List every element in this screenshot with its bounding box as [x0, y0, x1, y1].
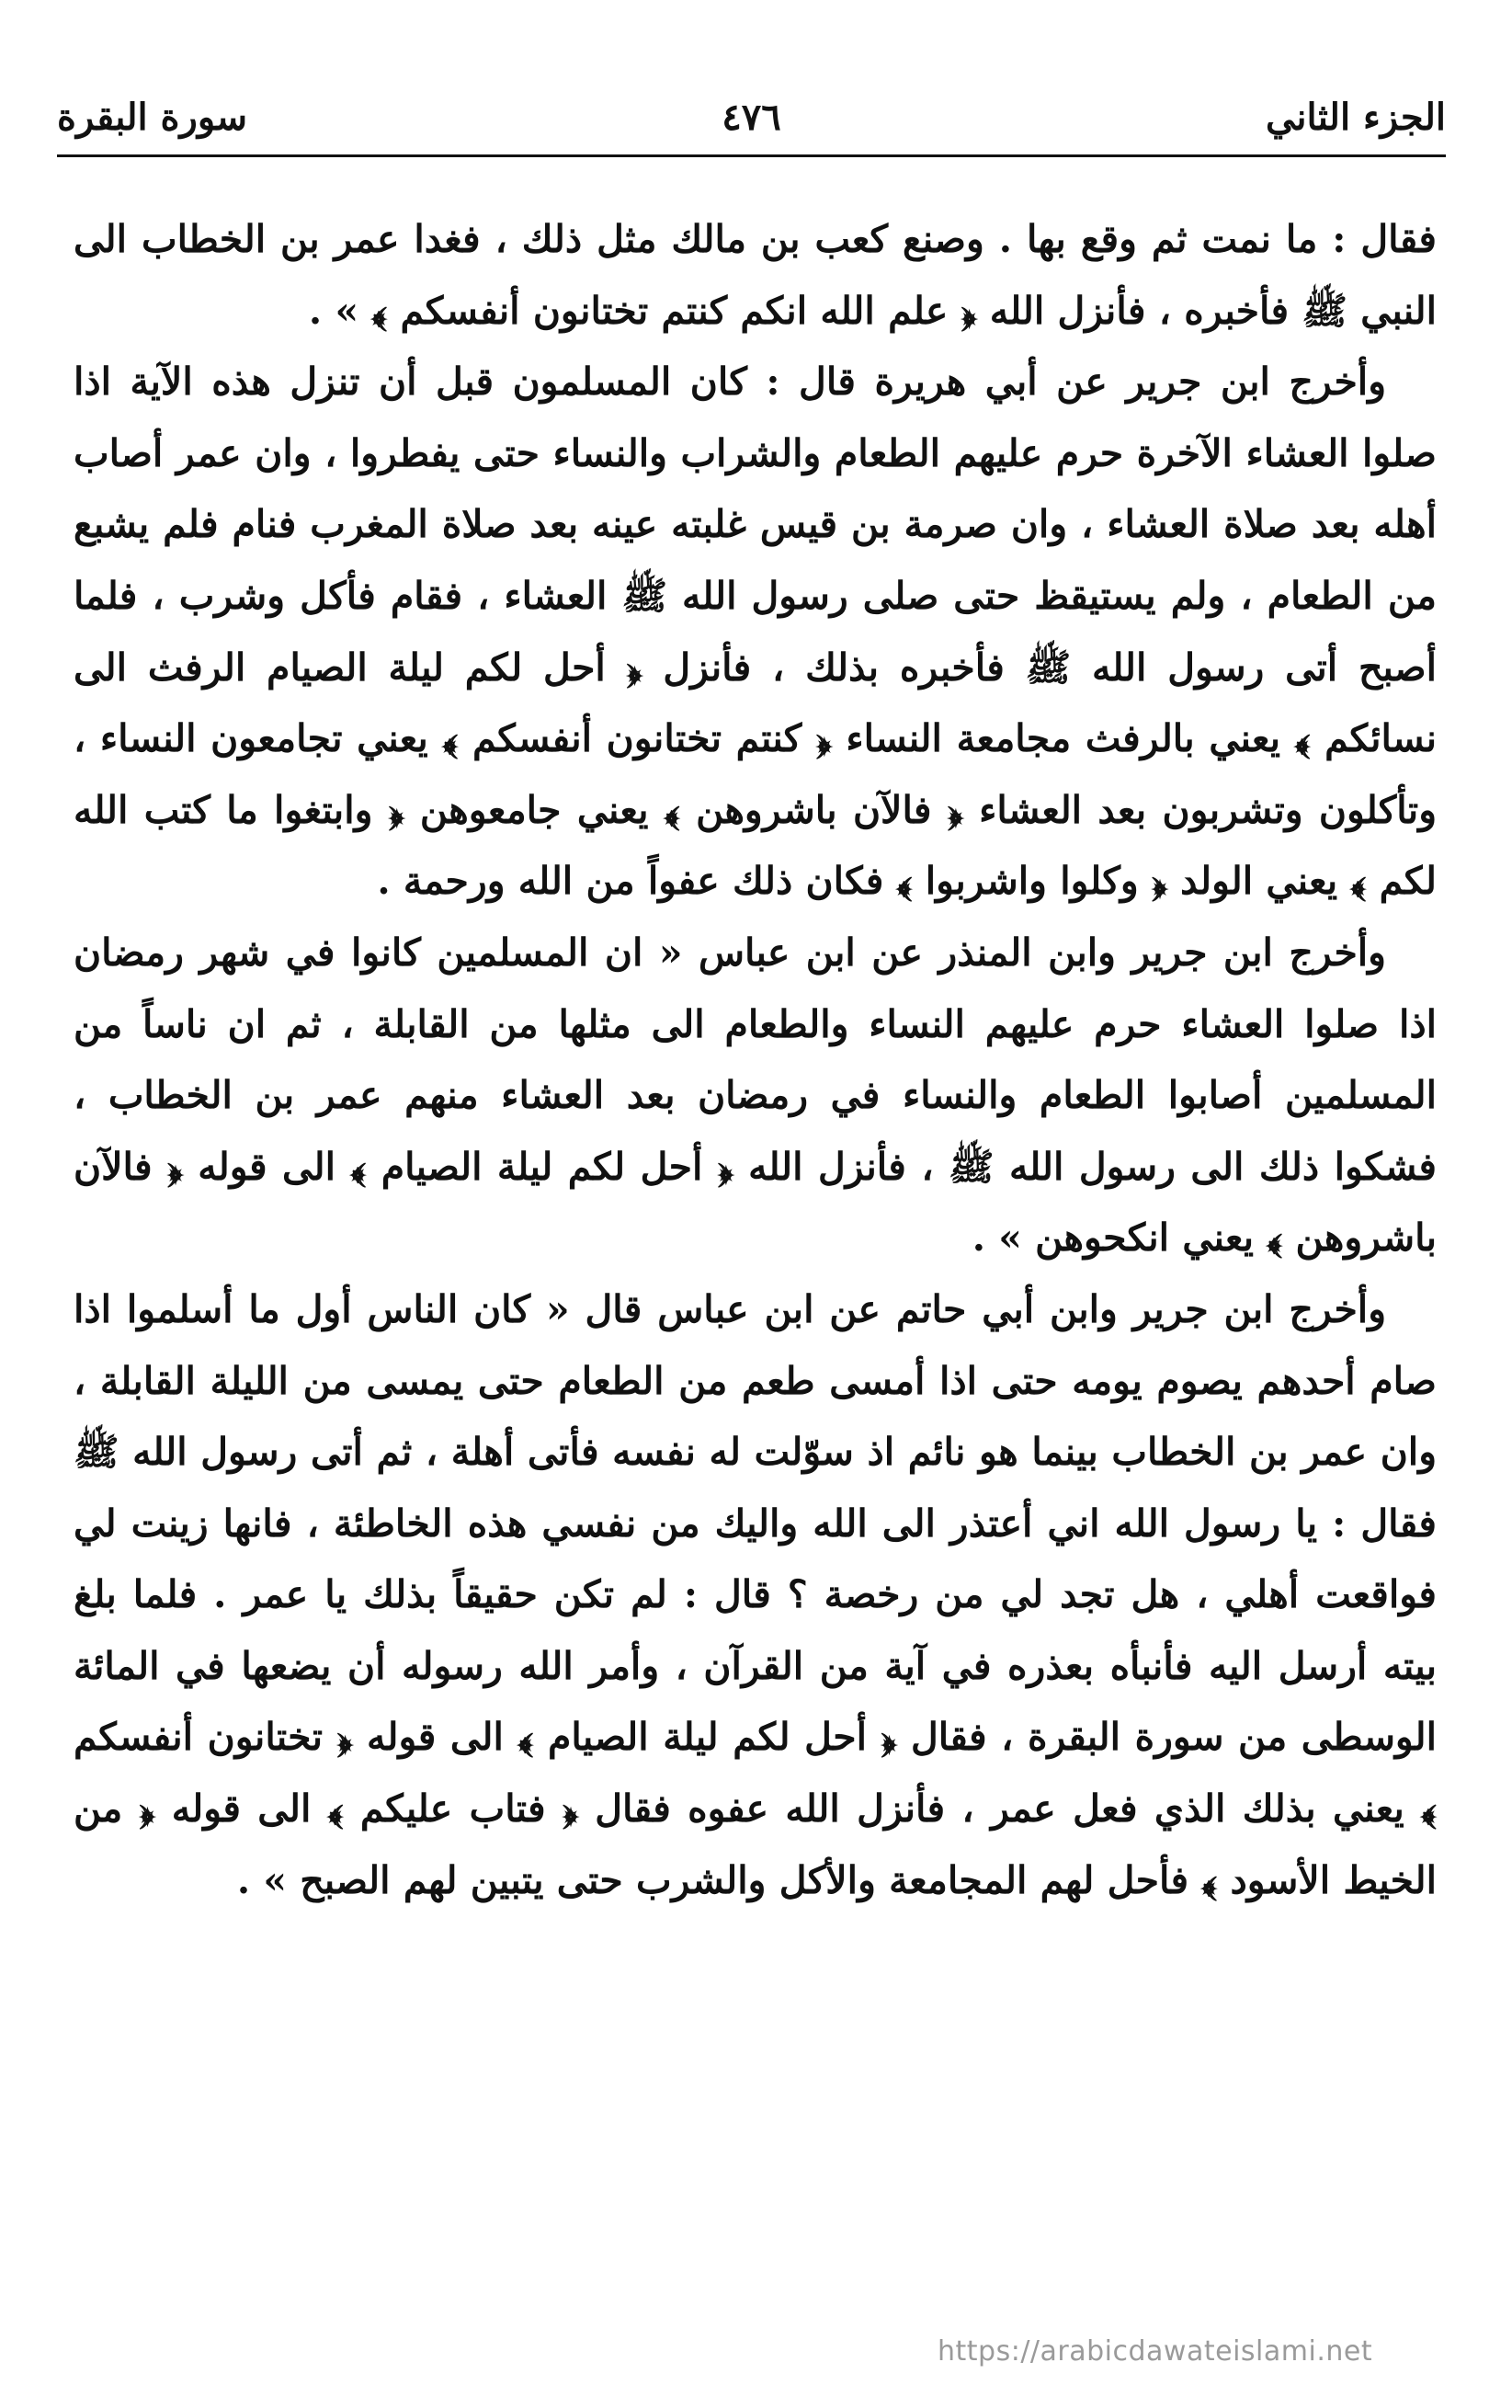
paragraph-3: وأخرج ابن جرير وابن المنذر عن ابن عباس « ان المسلمين كانوا في شهر رمضان اذا صلوا العشاء حرم عليهم النساء والطعام الى مثلها من القابلة ، ثم ان ناساً من المسلمين أصابوا الطعام والنساء في رمضان بعد العشاء منهم عمر بن الخطاب ، فشكوا ذلك الى رسول الله ﷺ ، فأنزل الله ﴿ أحل لكم ليلة الصيام ﴾ الى قوله ﴿ فالآن باشروهن ﴾ يعني انكحوهن » . — [74, 930, 1437, 1261]
paragraph-4: وأخرج ابن جرير وابن أبي حاتم عن ابن عباس قال « كان الناس أول ما أسلموا اذا صام أحدهم يصوم يومه حتى اذا أمسى طعم من الطعام حتى يمسى من الليلة القابلة ، وان عمر بن الخطاب بينما هو نائم اذ سوّلت له نفسه فأتى أهلة ، ثم أتى رسول الله ﷺ فقال : يا رسول الله اني أعتذر الى الله واليك من نفسي هذه الخاطئة ، فانها زينت لي فواقعت أهلي ، هل تجد لي من رخصة ؟ قال : لم تكن حقيقاً بذلك يا عمر . فلما بلغ بيته أرسل اليه فأنبأه بعذره في آية من القرآن ، وأمر الله رسوله أن يضعها في المائة الوسطى من سورة البقرة ، فقال ﴿ أحل لكم ليلة الصيام ﴾ الى قوله ﴿ تختانون أنفسكم ﴾ يعني بذلك الذي فعل عمر ، فأنزل الله عفوه فقال ﴿ فتاب عليكم ﴾ الى قوله ﴿ من الخيط الأسود ﴾ فأحل لهم المجامعة والأكل والشرب حتى يتبين لهم الصبح » . — [74, 1286, 1437, 1902]
body-text — [74, 204, 1437, 1916]
watermark-url: https://arabicdawateislami.net — [938, 2335, 1373, 2368]
paragraph-2: وأخرج ابن جرير عن أبي هريرة قال : كان المسلمون قبل أن تنزل هذه الآية اذا صلوا العشاء الآخرة حرم عليهم الطعام والشراب والنساء حتى يفطروا ، وان عمر أصاب أهله بعد صلاة العشاء ، وان صرمة بن قيس غلبته عينه بعد صلاة المغرب فنام فلم يشبع من الطعام ، ولم يستيقظ حتى صلى رسول الله ﷺ العشاء ، فقام فأكل وشرب ، فلما أصبح أتى رسول الله ﷺ فأخبره بذلك ، فأنزل ﴿ أحل لكم ليلة الصيام الرفث الى نسائكم ﴾ يعني بالرفث مجامعة النساء ﴿ كنتم تختانون أنفسكم ﴾ يعني تجامعون النساء ، وتأكلون وتشربون بعد العشاء ﴿ فالآن باشروهن ﴾ يعني جامعوهن ﴿ وابتغوا ما كتب الله لكم ﴾ يعني الولد ﴿ وكلوا واشربوا ﴾ فكان ذلك عفواً من الله ورحمة . — [74, 359, 1437, 904]
header-rule — [57, 154, 1446, 157]
page-number: ٤٧٦ — [722, 96, 781, 139]
paragraph-1: فقال : ما نمت ثم وقع بها . وصنع كعب بن مالك مثل ذلك ، فغدا عمر بن الخطاب الى النبي ﷺ فأخبره ، فأنزل الله ﴿ علم الله انكم كنتم تختانون أنفسكم ﴾ » . — [74, 217, 1437, 333]
page-header — [57, 74, 1446, 147]
part-label: الجزء الثاني — [1266, 96, 1446, 139]
surah-label: سورة البقرة — [57, 96, 248, 139]
